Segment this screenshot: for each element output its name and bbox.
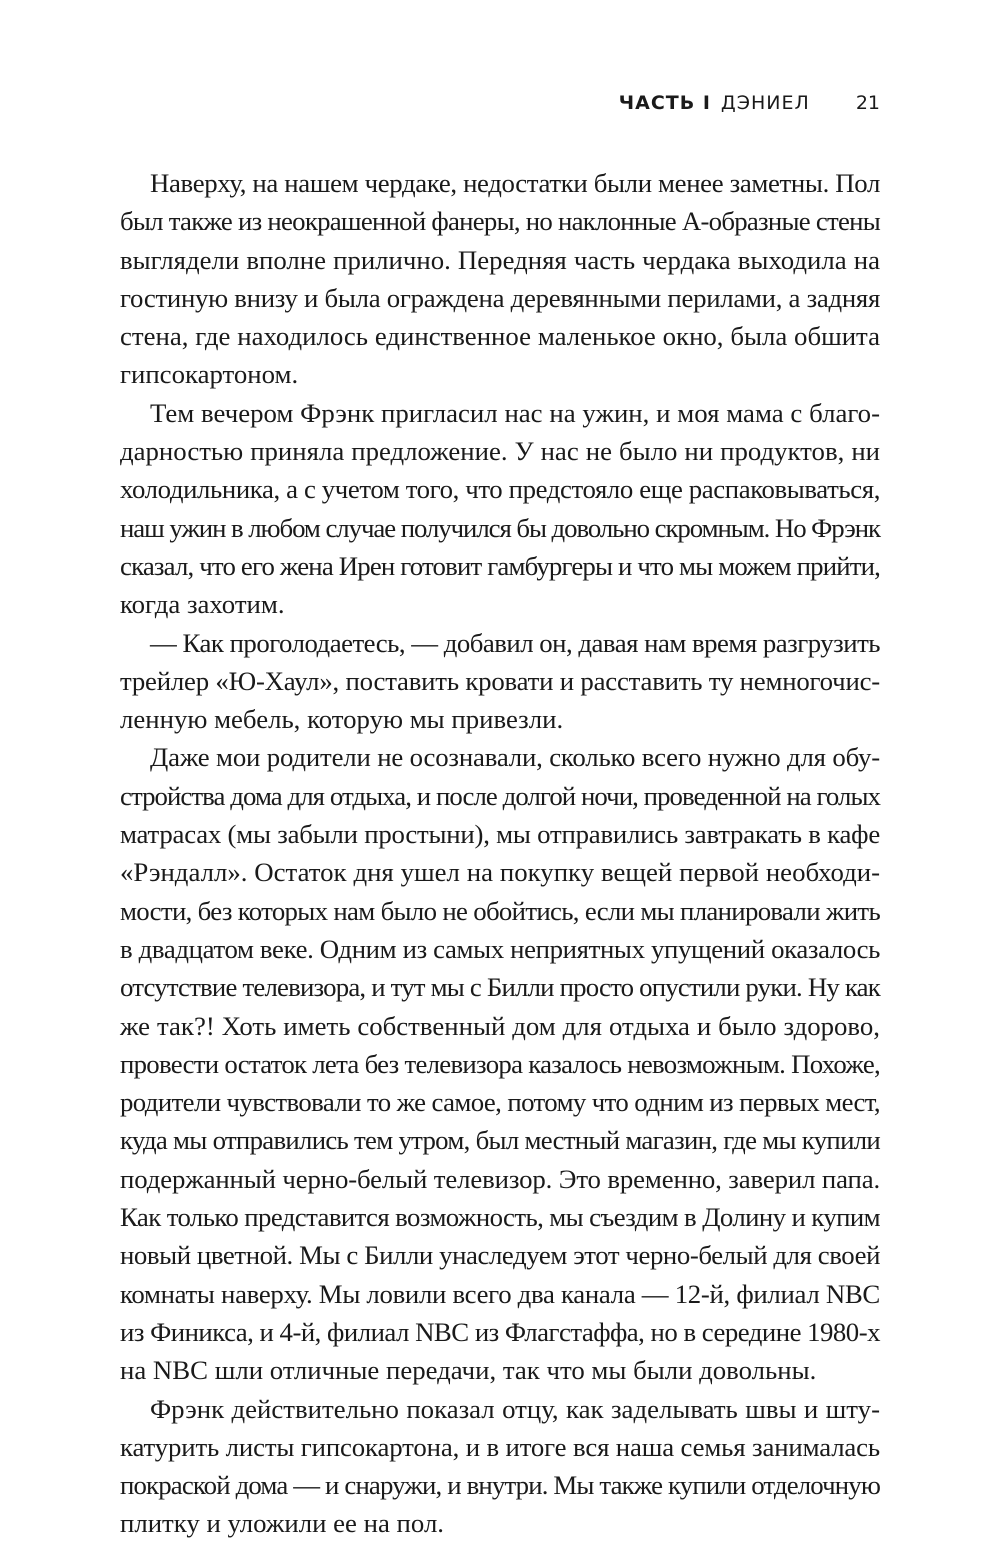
- text-line: стена, где находилось единственное маленькое окно, была обшита: [120, 321, 880, 352]
- text-line: Как только представится возможность, мы съездим в Долину и купим: [120, 1202, 880, 1233]
- text-line: родители чувствовали то же самое, потому что одним из первых мест,: [120, 1087, 880, 1118]
- text-line: подержанный черно-белый телевизор. Это временно, заверил папа.: [120, 1163, 881, 1194]
- paragraph: [120, 624, 880, 739]
- text-line: трейлер «Ю-Хаул», поставить кровати и расставить ту немногочис-: [120, 665, 880, 696]
- paragraph: [120, 1390, 880, 1543]
- text-line: отсутствие телевизора, и тут мы с Билли просто опустили руки. Ну как: [120, 972, 880, 1003]
- text-line: ленную мебель, которую мы привезли.: [120, 704, 564, 735]
- text-line: новый цветной. Мы с Билли унаследуем этот черно-белый для своей: [120, 1240, 881, 1271]
- chapter-name: ДЭНИЕЛ: [720, 92, 810, 114]
- text-line: Тем вечером Фрэнк пригласил нас на ужин, и моя мама с благо-: [150, 397, 880, 428]
- text-line: был также из неокрашенной фанеры, но наклонные А-образные стены: [120, 206, 881, 237]
- text-line: катурить листы гипсокартона, и в итоге вся наша семья занималась: [120, 1431, 881, 1462]
- text-line: стройства дома для отдыха, и после долгой ночи, проведенной на голых: [120, 780, 880, 811]
- text-line: из Финикса, и 4-й, филиал NBC из Флагстаффа, но в середине 1980-х: [120, 1316, 880, 1347]
- text-line: комнаты наверху. Мы ловили всего два канала — 12-й, филиал NBC: [120, 1278, 881, 1309]
- text-line: покраской дома — и снаружи, и внутри. Мы также купили отделочную: [120, 1470, 881, 1501]
- body-text: [120, 164, 880, 1543]
- text-line: мости, без которых нам было не обойтись, если мы планировали жить: [120, 895, 881, 926]
- text-line: сказал, что его жена Ирен готовит гамбургеры и что мы можем прийти,: [120, 550, 881, 581]
- text-line: матрасах (мы забыли простыни), мы отправились завтракать в кафе: [120, 819, 880, 850]
- text-line: провести остаток лета без телевизора казалось невозможным. Похоже,: [120, 1048, 880, 1079]
- paragraph: [120, 164, 880, 394]
- paragraph: [120, 394, 880, 624]
- text-line: куда мы отправились тем утром, был местный магазин, где мы купили: [120, 1125, 881, 1156]
- text-line: Наверху, на нашем чердаке, недостатки были менее заметны. Пол: [150, 168, 881, 198]
- text-line: гостиную внизу и была ограждена деревянными перилами, а задняя: [120, 282, 881, 313]
- text-line: же так?! Хоть иметь собственный дом для отдыха и было здорово,: [120, 1010, 880, 1041]
- text-line: — Как проголодаетесь, — добавил он, давая нам время разгрузить: [150, 627, 880, 658]
- text-line: наш ужин в любом случае получился бы довольно скромным. Но Фрэнк: [120, 512, 880, 543]
- text-line: плитку и уложили ее на пол.: [120, 1508, 445, 1539]
- running-head: [619, 92, 880, 128]
- text-line: Фрэнк действительно показал отцу, как заделывать швы и шту-: [150, 1393, 880, 1424]
- text-line: «Рэндалл». Остаток дня ушел на покупку вещей первой необходи-: [120, 857, 880, 888]
- text-line: Даже мои родители не осознавали, сколько всего нужно для обу-: [150, 742, 880, 773]
- text-line: холодильника, а с учетом того, что предстояло еще распаковываться,: [120, 474, 881, 505]
- text-line: гипсокартоном.: [120, 359, 299, 390]
- text-line: в двадцатом веке. Одним из самых неприятных упущений оказалось: [120, 933, 880, 964]
- paragraph: [120, 738, 880, 1389]
- text-line: выглядели вполне прилично. Передняя часть чердака выходила на: [120, 244, 880, 275]
- text-line: когда захотим.: [120, 589, 285, 620]
- part-label: ЧАСТЬ I: [618, 92, 711, 114]
- text-line: на NBC шли отличные передачи, так что мы были довольны.: [120, 1355, 817, 1386]
- page-number: 21: [855, 92, 880, 114]
- text-line: дарностью приняла предложение. У нас не было ни продуктов, ни: [120, 436, 880, 467]
